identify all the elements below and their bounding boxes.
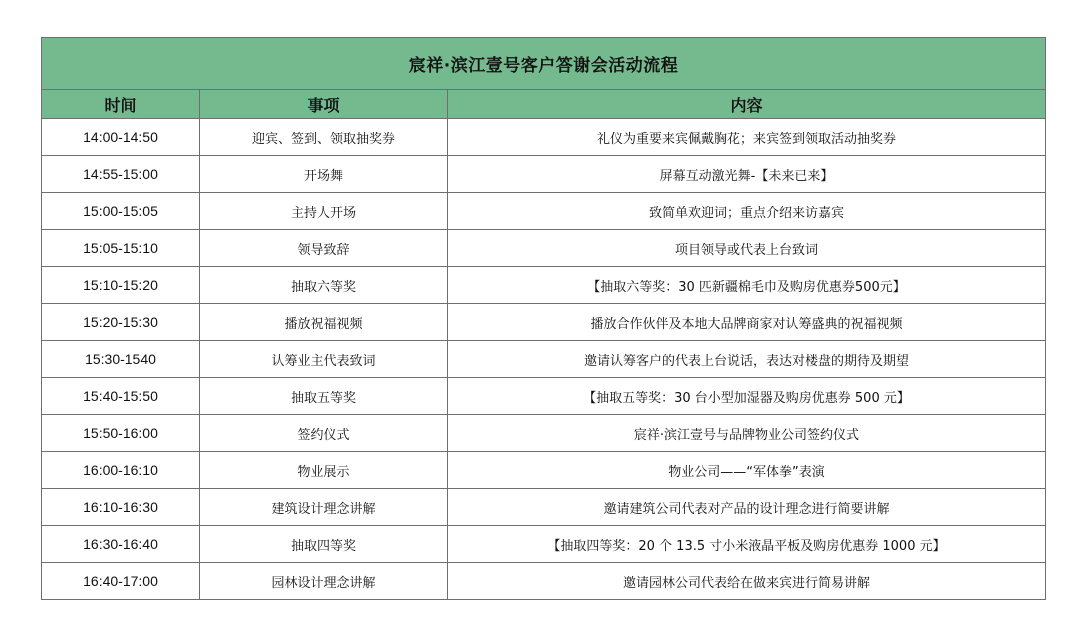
row-item-cell: 物业展示 [200, 452, 448, 489]
row-time-cell: 14:00-14:50 [42, 119, 200, 156]
column-header-item: 事项 [200, 90, 448, 119]
title-row [42, 38, 1046, 90]
row-time-cell: 16:40-17:00 [42, 563, 200, 600]
row-item-cell: 开场舞 [200, 156, 448, 193]
row-content-cell: 致简单欢迎词；重点介绍来访嘉宾 [448, 193, 1046, 230]
row-item-cell: 认筹业主代表致词 [200, 341, 448, 378]
table-row [42, 415, 1046, 452]
row-item-cell: 领导致辞 [200, 230, 448, 267]
table-row [42, 526, 1046, 563]
table-row [42, 341, 1046, 378]
row-time-cell: 15:05-15:10 [42, 230, 200, 267]
row-content-cell: 【抽取五等奖：30 台小型加湿器及购房优惠券 500 元】 [448, 378, 1046, 415]
table-row [42, 193, 1046, 230]
row-time-cell: 15:20-15:30 [42, 304, 200, 341]
row-item-cell: 抽取五等奖 [200, 378, 448, 415]
row-content-cell: 邀请认筹客户的代表上台说话，表达对楼盘的期待及期望 [448, 341, 1046, 378]
row-item-cell: 播放祝福视频 [200, 304, 448, 341]
table-row [42, 378, 1046, 415]
row-time-cell: 15:50-16:00 [42, 415, 200, 452]
row-content-cell: 项目领导或代表上台致词 [448, 230, 1046, 267]
row-time-cell: 16:10-16:30 [42, 489, 200, 526]
row-item-cell: 迎宾、签到、领取抽奖券 [200, 119, 448, 156]
table-row [42, 267, 1046, 304]
table-title: 宸祥·滨江壹号客户答谢会活动流程 [42, 38, 1046, 90]
row-item-cell: 签约仪式 [200, 415, 448, 452]
row-content-cell: 邀请园林公司代表给在做来宾进行简易讲解 [448, 563, 1046, 600]
table-row [42, 489, 1046, 526]
header-row [42, 90, 1046, 119]
row-time-cell: 16:30-16:40 [42, 526, 200, 563]
table-row [42, 563, 1046, 600]
row-content-cell: 屏幕互动激光舞-【未来已来】 [448, 156, 1046, 193]
row-content-cell: 宸祥·滨江壹号与品牌物业公司签约仪式 [448, 415, 1046, 452]
row-time-cell: 15:10-15:20 [42, 267, 200, 304]
table-row [42, 452, 1046, 489]
row-time-cell: 15:00-15:05 [42, 193, 200, 230]
column-header-time: 时间 [42, 90, 200, 119]
row-content-cell: 播放合作伙伴及本地大品牌商家对认筹盛典的祝福视频 [448, 304, 1046, 341]
table-row [42, 304, 1046, 341]
row-content-cell: 礼仪为重要来宾佩戴胸花；来宾签到领取活动抽奖券 [448, 119, 1046, 156]
row-item-cell: 园林设计理念讲解 [200, 563, 448, 600]
row-item-cell: 抽取六等奖 [200, 267, 448, 304]
row-time-cell: 15:40-15:50 [42, 378, 200, 415]
row-item-cell: 建筑设计理念讲解 [200, 489, 448, 526]
row-content-cell: 邀请建筑公司代表对产品的设计理念进行简要讲解 [448, 489, 1046, 526]
schedule-table [41, 37, 1046, 600]
table-body [42, 119, 1046, 600]
row-content-cell: 【抽取四等奖：20 个 13.5 寸小米液晶平板及购房优惠券 1000 元】 [448, 526, 1046, 563]
table-row [42, 230, 1046, 267]
row-content-cell: 物业公司——“军体拳”表演 [448, 452, 1046, 489]
table-row [42, 119, 1046, 156]
row-item-cell: 抽取四等奖 [200, 526, 448, 563]
row-time-cell: 14:55-15:00 [42, 156, 200, 193]
table-row [42, 156, 1046, 193]
row-item-cell: 主持人开场 [200, 193, 448, 230]
row-time-cell: 15:30-1540 [42, 341, 200, 378]
column-header-content: 内容 [448, 90, 1046, 119]
row-content-cell: 【抽取六等奖：30 匹新疆棉毛巾及购房优惠券500元】 [448, 267, 1046, 304]
row-time-cell: 16:00-16:10 [42, 452, 200, 489]
